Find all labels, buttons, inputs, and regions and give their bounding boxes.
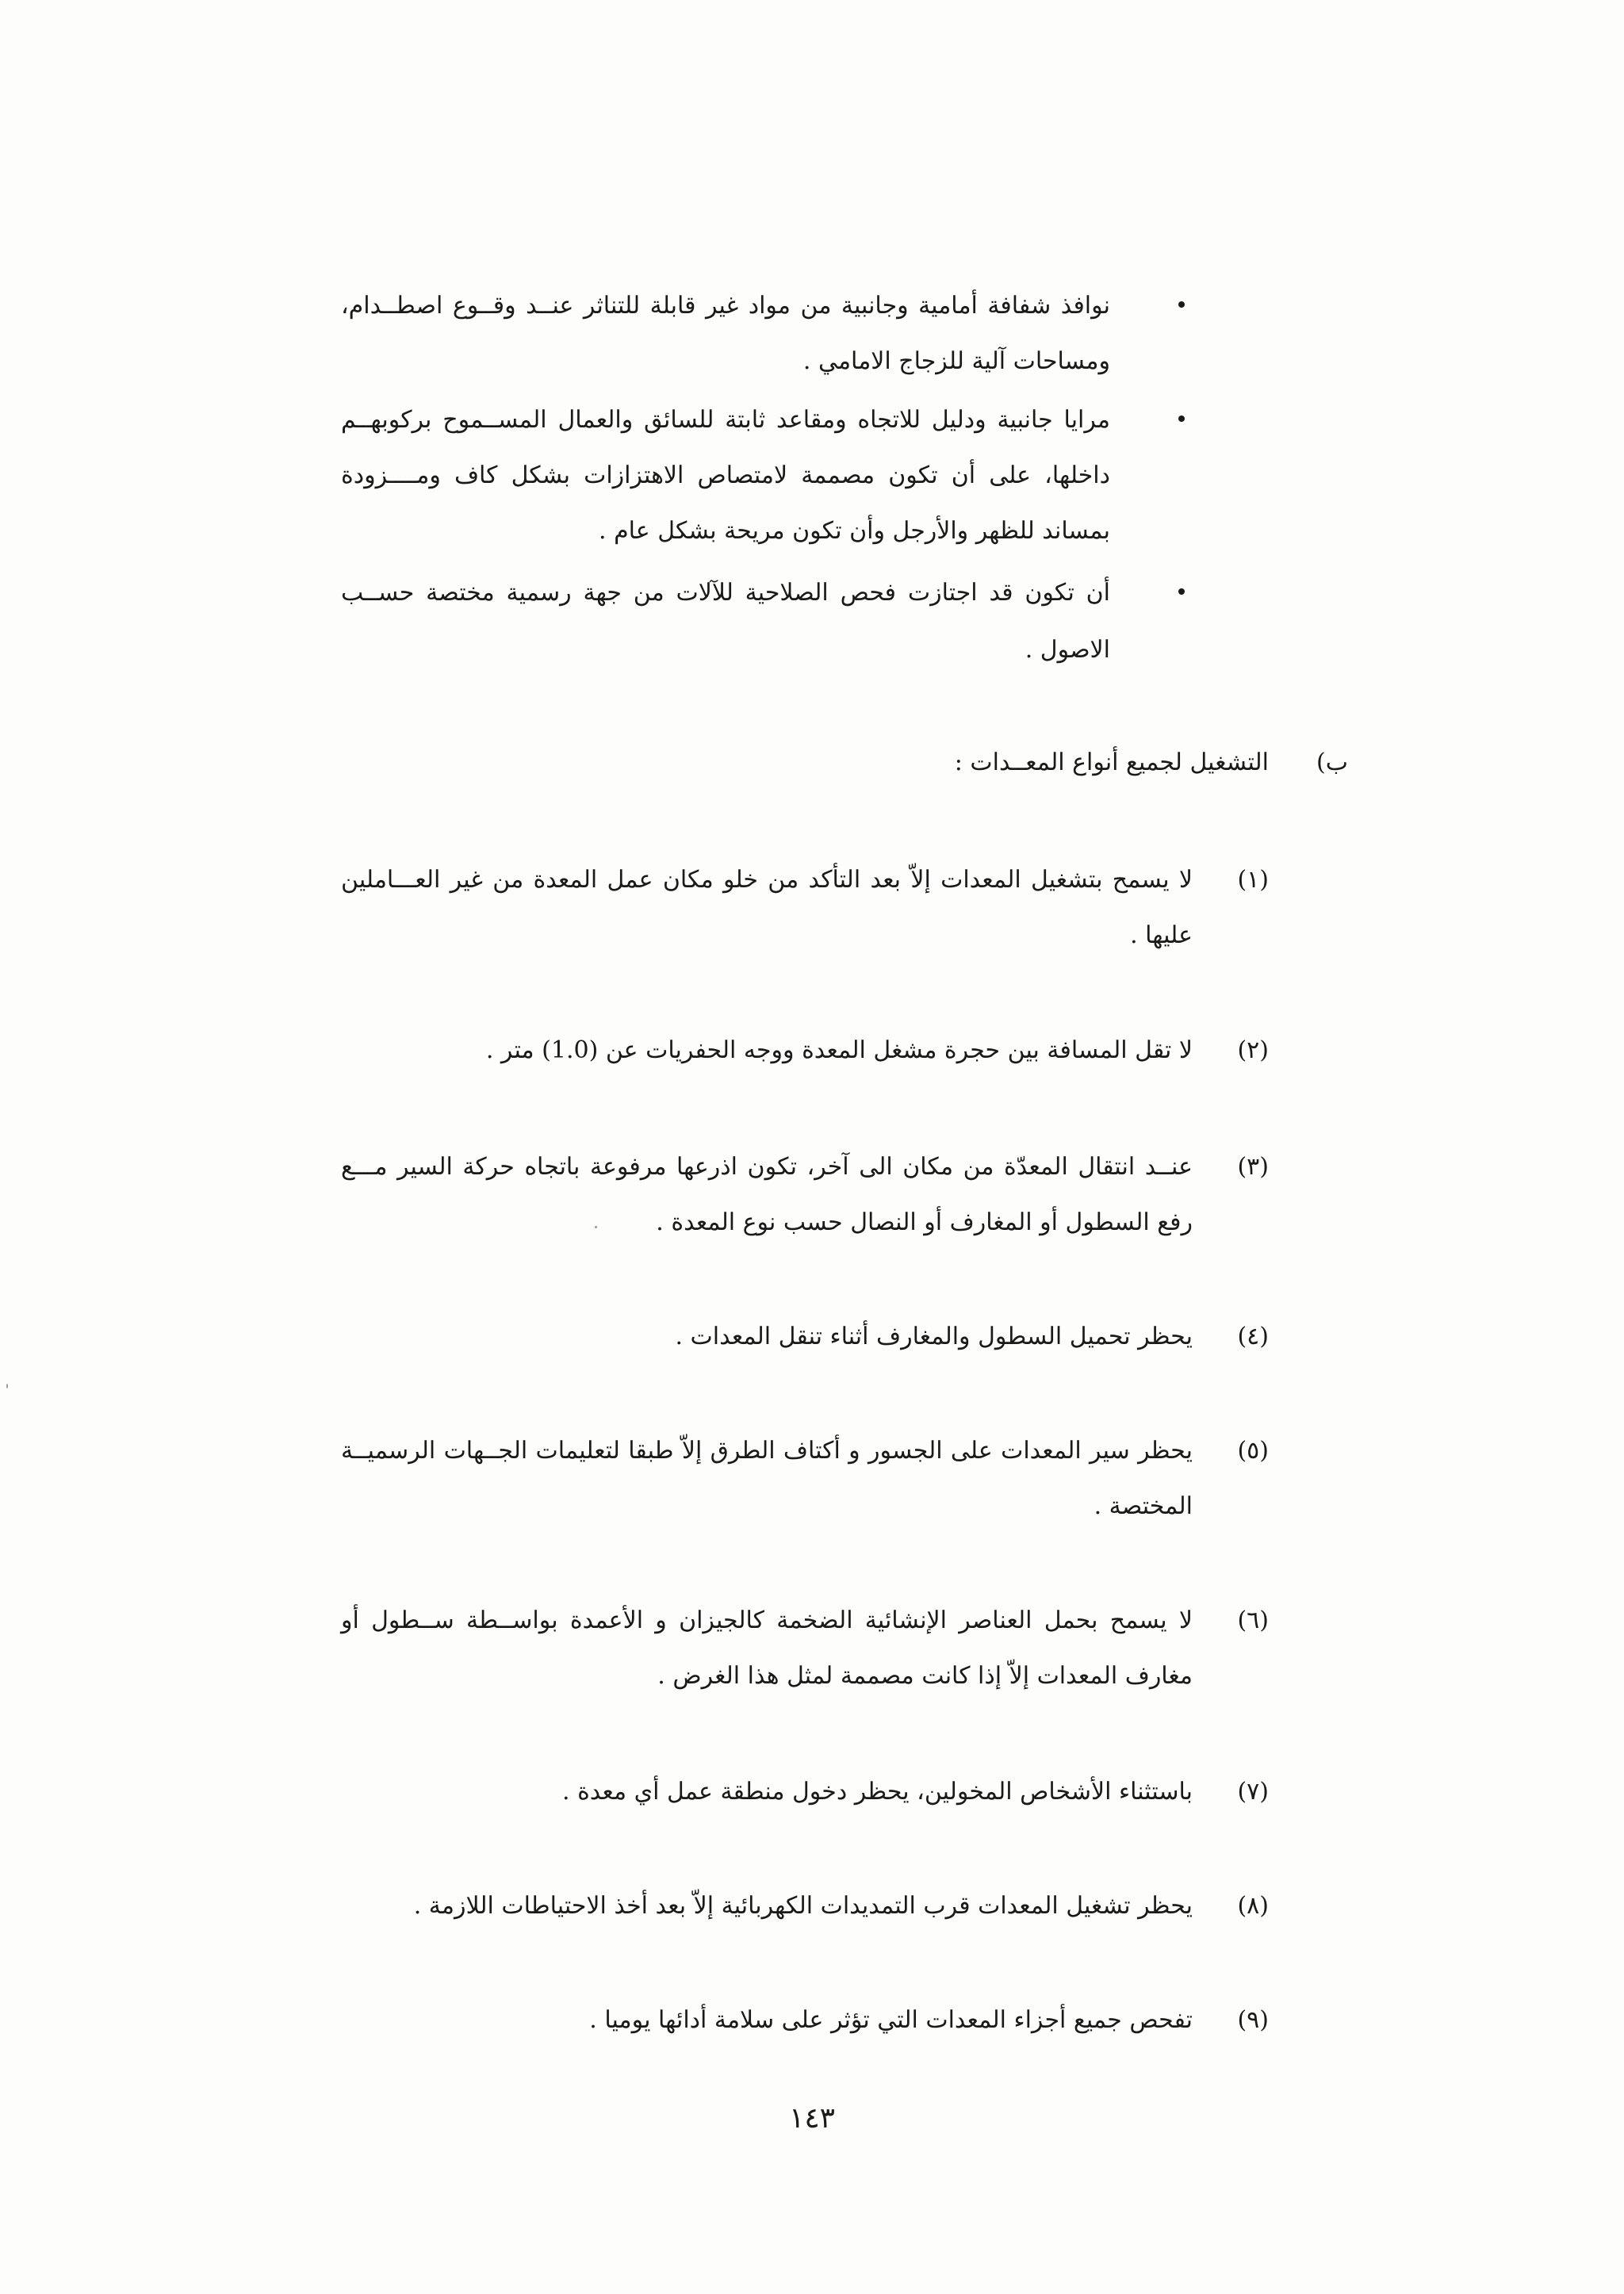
item-number: (٧) — [1237, 1778, 1269, 1806]
item-5-line-1: يحظر سير المعدات على الجسور و أكتاف الطرق إلاّ طبقا لتعليمات الجــهات الرسميــة — [341, 1437, 1193, 1465]
bullet-3-line-2: الاصول . — [1025, 636, 1110, 664]
section-marker: ب) — [1316, 749, 1348, 776]
bullet-marker — [1178, 416, 1185, 422]
scan-speck — [595, 1226, 597, 1228]
bullet-marker — [1178, 588, 1185, 595]
bullet-marker — [1178, 301, 1185, 308]
bullet-1-line-2: ومساحات آلية للزجاج الامامي . — [802, 347, 1110, 375]
bullet-3-line-1: أن تكون قد اجتازت فحص الصلاحية للآلات من جهة رسمية مختصة حســب — [341, 579, 1110, 607]
scan-speck — [6, 1384, 8, 1388]
page-number: ١٤٣ — [788, 2102, 835, 2135]
item-number: (٨) — [1237, 1892, 1269, 1920]
item-3-line-2: رفع السطول أو المغارف أو النصال حسب نوع المعدة . — [656, 1208, 1193, 1236]
bullet-2-line-3: بمساند للظهر والأرجل وأن تكون مريحة بشكل عام . — [599, 517, 1110, 545]
item-number: (٩) — [1237, 2006, 1269, 2034]
item-5-line-2: المختصة . — [1094, 1492, 1193, 1520]
item-1-line-2: عليها . — [1130, 921, 1193, 949]
bullet-2-line-1: مرايا جانبية ودليل للاتجاه ومقاعد ثابتة للسائق والعمال المســموح بركوبهــم — [341, 406, 1110, 434]
bullet-2-line-2: داخلها، على أن تكون مصممة لامتصاص الاهتزازات بشكل كاف ومــــزودة — [341, 461, 1110, 489]
item-6-line-1: لا يسمح بحمل العناصر الإنشائية الضخمة كالجيزان و الأعمدة بواســطة ســطول أو — [341, 1607, 1193, 1634]
item-6-line-2: مغارف المعدات إلاّ إذا كانت مصممة لمثل هذا الغرض . — [657, 1662, 1193, 1690]
item-1-line-1: لا يسمح بتشغيل المعدات إلاّ بعد التأكد من خلو مكان عمل المعدة من غير العـــاملين — [341, 866, 1193, 894]
item-number: (٥) — [1237, 1437, 1269, 1465]
item-7-line-1: باستثناء الأشخاص المخولين، يحظر دخول منطقة عمل أي معدة . — [562, 1778, 1193, 1806]
item-9-line-1: تفحص جميع أجزاء المعدات التي تؤثر على سلامة أدائها يوميا . — [589, 2006, 1193, 2034]
item-8-line-1: يحظر تشغيل المعدات قرب التمديدات الكهربائية إلاّ بعد أخذ الاحتياطات اللازمة . — [413, 1892, 1193, 1920]
item-number: (٦) — [1237, 1607, 1269, 1634]
section-title: التشغيل لجميع أنواع المعــدات : — [954, 749, 1269, 776]
item-number: (٣) — [1237, 1153, 1269, 1181]
item-number: (١) — [1237, 866, 1269, 894]
item-3-line-1: عنــد انتقال المعدّة من مكان الى آخر، تكون اذرعها مرفوعة باتجاه حركة السير مـــع — [341, 1153, 1193, 1181]
item-number: (٢) — [1237, 1036, 1269, 1064]
item-number: (٤) — [1237, 1323, 1269, 1350]
bullet-1-line-1: نوافذ شفافة أمامية وجانبية من مواد غير قابلة للتناثر عنــد وقــوع اصطــدام، — [341, 292, 1110, 320]
item-2-line-1: لا تقل المسافة بين حجرة مشغل المعدة ووجه الحفريات عن (1.0) متر . — [485, 1036, 1193, 1064]
item-4-line-1: يحظر تحميل السطول والمغارف أثناء تنقل المعدات . — [675, 1323, 1193, 1350]
